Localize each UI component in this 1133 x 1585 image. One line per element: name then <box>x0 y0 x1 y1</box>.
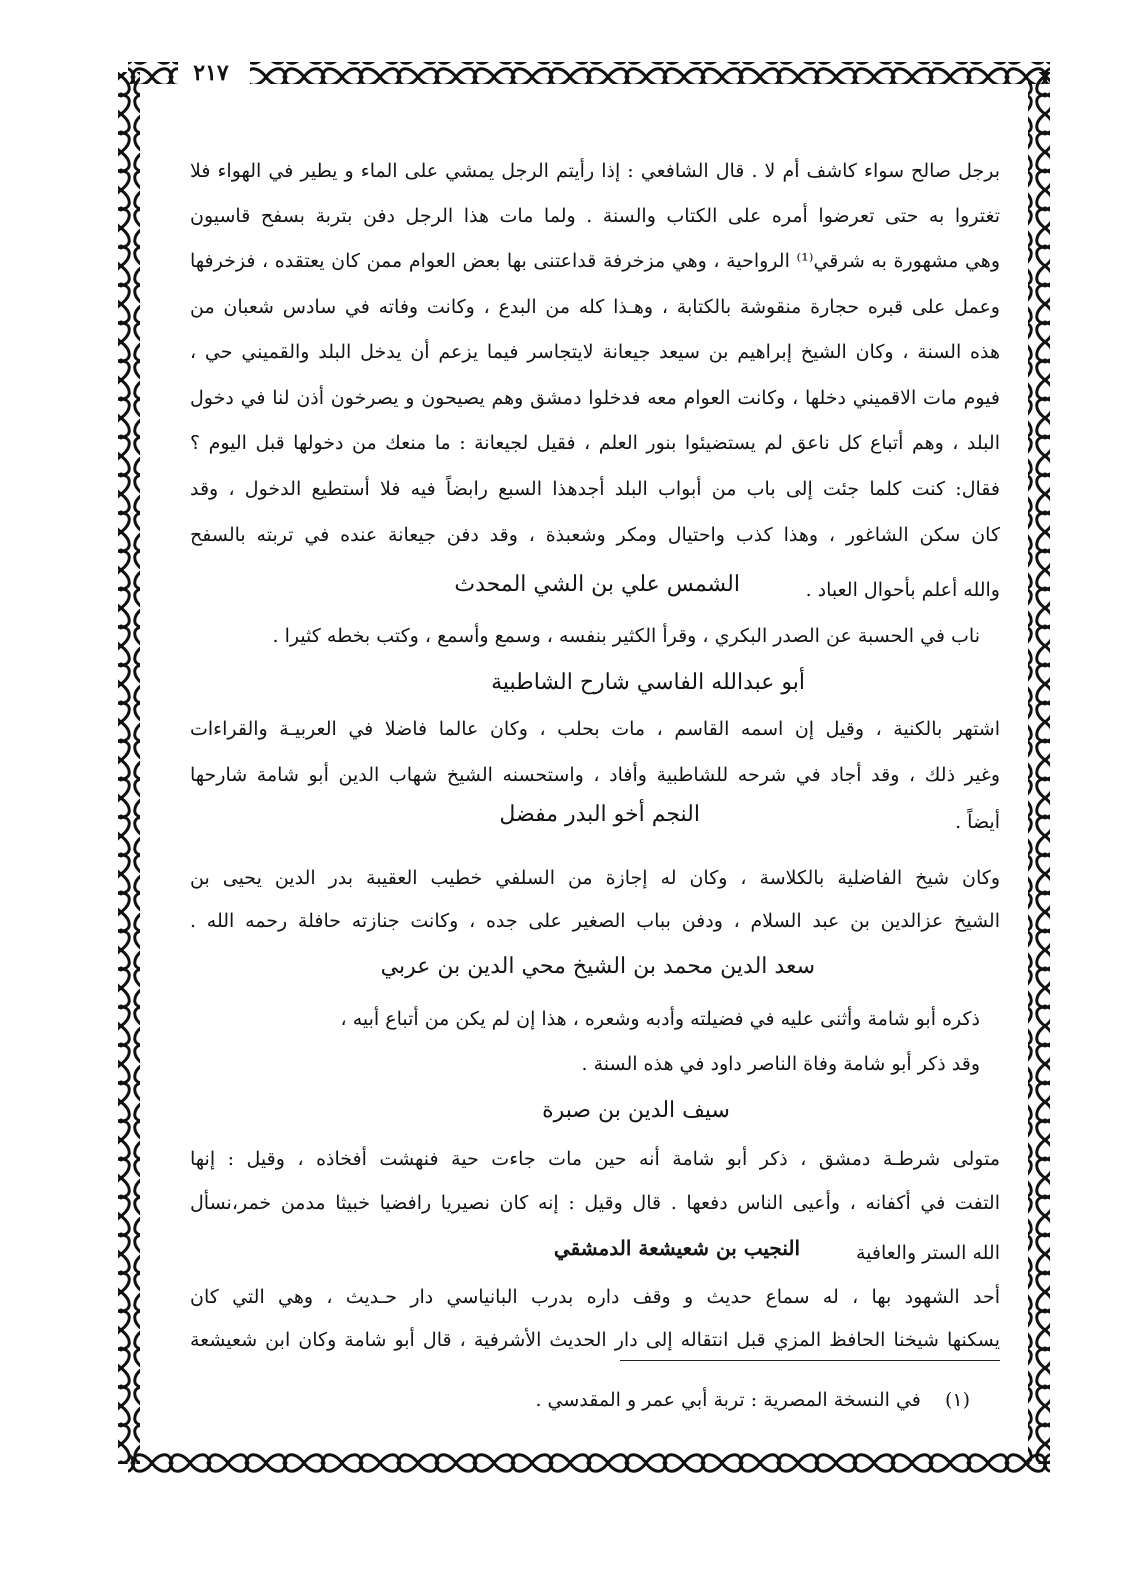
text-line: ناب في الحسبة عن الصدر البكري ، وقرأ الكثير بنفسه ، وسمع وأسمع ، وكتب بخطه كثيرا . <box>272 625 980 647</box>
text-line: والله أعلم بأحوال العباد . <box>805 579 1000 601</box>
section-heading: النجم أخو البدر مفضل <box>499 802 700 827</box>
text-line: أحد الشهود بها ، له سماع حديث و وقف داره بدرب البانياسي دار حـديث ، وهي التي كان <box>190 1286 1000 1308</box>
text-line: التفت في أكفانه ، وأعيى الناس دفعها . قال وقيل : إنه كان نصيريا رافضيا خبيثا مدمن خمر،نسأل <box>190 1192 1000 1214</box>
footnote-marker: (١) <box>944 1389 970 1411</box>
text-line: كان سكن الشاغور ، وهذا كذب واحتيال ومكر وشعبذة ، وقد دفن جيعانة عنده في تربته بالسفح <box>190 524 1000 546</box>
text-line: فيوم مات الاقميني دخلها ، وكانت العوام معه فدخلوا دمشق وهم يصيحون و يصرخون أذن لنا في دخول <box>190 387 1000 409</box>
section-heading: أبو عبدالله الفاسي شارح الشاطبية <box>491 670 805 695</box>
text-line: هذه السنة ، وكان الشيخ إبراهيم بن سيعد جيعانة لايتجاسر فيما يزعم أن يدخل البلد والقميني حي ، <box>190 341 1000 363</box>
text-line: الشيخ عزالدين بن عبد السلام ، ودفن بباب الصغير على جده ، وكانت جنازته حافلة رحمه الله . <box>190 910 1000 932</box>
section-heading: النجيب بن شعيشعة الدمشقي <box>553 1236 800 1260</box>
text-line: وكان شيخ الفاضلية بالكلاسة ، وكان له إجازة من السلفي خطيب العقيبة بدر الدين يحيى بن <box>190 867 1000 889</box>
text-line: الله الستر والعافية <box>855 1242 1000 1264</box>
text-line: اشتهر بالكنية ، وقيل إن اسمه القاسم ، مات بحلب ، وكان عالما فاضلا في العربيـة والقراءات <box>190 718 1000 740</box>
text-line: وهي مشهورة به شرقي⁽¹⁾ الرواحية ، وهي مزخرفة قداعتنى بها بعض العوام ممن كان يعتقده ، فزخرفها <box>190 250 1000 272</box>
text-line: متولى شرطـة دمشق ، ذكر أبو شامة أنه حين مات جاءت حية فنهشت أفخاذه ، وقيل : إنها <box>190 1148 1000 1170</box>
text-line: أيضاً . <box>955 811 1000 833</box>
text-line: برجل صالح سواء كاشف أم لا . قال الشافعي : إذا رأيتم الرجل يمشي على الماء و يطير في الهواء فلا <box>190 160 1000 182</box>
section-heading: الشمس علي بن الشي المحدث <box>454 572 740 597</box>
text-line: فقال: كنت كلما جئت إلى باب من أبواب البلد أجدهذا السبع رابضاً فيه فلا أستطيع الدخول ، وقد <box>190 478 1000 500</box>
footnote-rule <box>620 1360 1000 1361</box>
text-line: ذكره أبو شامة وأثنى عليه في فضيلته وأدبه وشعره ، هذا إن لم يكن من أتباع أبيه ، <box>340 1008 980 1030</box>
text-line: وعمل على قبره حجارة منقوشة بالكتابة ، وهـذا كله من البدع ، وكانت وفاته في سادس شعبان من <box>190 296 1000 318</box>
text-line: وقد ذكر أبو شامة وفاة الناصر داود في هذه السنة . <box>581 1053 980 1075</box>
section-heading: سعد الدين محمد بن الشيخ محي الدين بن عربي <box>380 954 815 979</box>
footnote <box>535 1385 970 1415</box>
text-line: تغتروا به حتى تعرضوا أمره على الكتاب والسنة . ولما مات هذا الرجل دفن بتربة بسفح قاسيون <box>190 205 1000 227</box>
text-line: يسكنها شيخنا الحافظ المزي قبل انتقاله إلى دار الحديث الأشرفية ، قال أبو شامة وكان ابن شعيشعة <box>190 1329 1000 1351</box>
text-line: البلد ، وهم أتباع كل ناعق لم يستضيئوا بنور العلم ، فقيل لجيعانة : ما منعك من دخولها قبل اليوم ؟ <box>190 432 1000 454</box>
footnote-text: في النسخة المصرية : تربة أبي عمر و المقدسي . <box>535 1389 921 1411</box>
text-line: وغير ذلك ، وقد أجاد في شرحه للشاطبية وأفاد ، واستحسنه الشيخ شهاب الدين أبو شامة شارحها <box>190 764 1000 786</box>
main-text <box>190 0 1000 1450</box>
page-number: ٢١٧ <box>193 60 229 86</box>
section-heading: سيف الدين بن صبرة <box>542 1098 730 1123</box>
